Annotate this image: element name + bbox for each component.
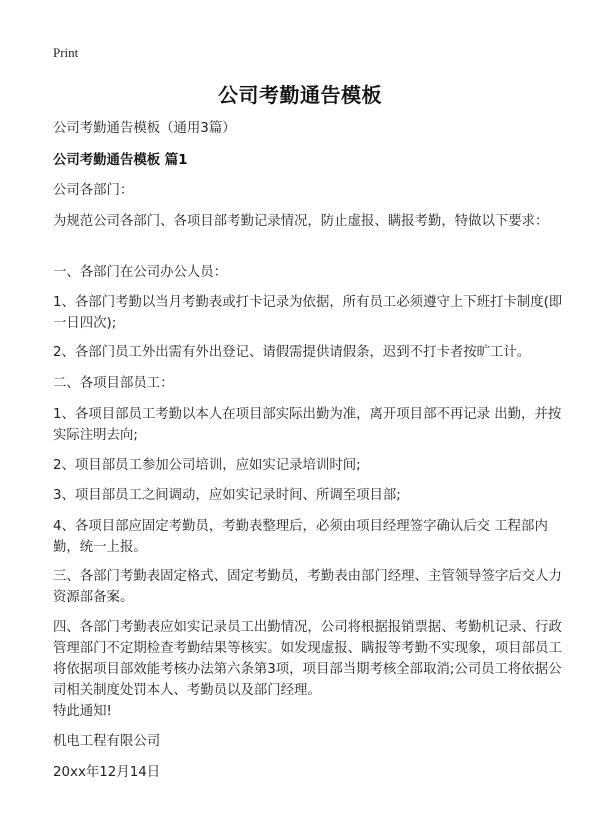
section-heading: 公司考勤通告模板 篇1 xyxy=(53,153,188,168)
greeting: 公司各部门： xyxy=(53,183,134,198)
part1-item-2: 2、各部门员工外出需有外出登记、请假需提供请假条，迟到不打卡者按旷工计。 xyxy=(53,345,531,360)
document-date: 20xx年12月14日 xyxy=(53,765,161,780)
intro-paragraph: 为规范公司各部门、各项目部考勤记录情况，防止虚报、瞒报考勤，特做以下要求： xyxy=(53,214,549,229)
part4-paragraph: 四、各部门考勤表应如实记录员工出勤情况，公司将根据报销票据、考勤机记录、行政管理部门不定期检查考勤结果等核实。如发现虚报、瞒报等考勤不实现象，项目部员工将依据项目部效能考核办法第六条第3项，项目部当期考核全部取消;公司员工将依据公司相关制度处罚本人、考勤员以及部门经理。 xyxy=(53,620,562,698)
closing-notice: 特此通知! xyxy=(53,704,112,719)
part1-heading: 一、各部门在公司办公人员： xyxy=(53,265,228,280)
part2-item-3: 3、项目部员工之间调动，应如实记录时间、所调至项目部; xyxy=(53,488,401,503)
part3-paragraph: 三、各部门考勤表固定格式、固定考勤员，考勤表由部门经理、主管领导签字后交人力资源部备案。 xyxy=(53,569,562,605)
document-subtitle: 公司考勤通告模板（通用3篇） xyxy=(53,121,236,136)
part2-item-2: 2、项目部员工参加公司培训，应如实记录培训时间; xyxy=(53,458,361,473)
document-title: 公司考勤通告模板 xyxy=(218,83,382,107)
print-link[interactable]: Print xyxy=(53,45,79,60)
part2-item-4: 4、各项目部应固定考勤员，考勤表整理后，必须由项目经理签字确认后交 工程部内勤，统一上报。 xyxy=(53,519,548,555)
part2-item-1: 1、各项目部员工考勤以本人在项目部实际出勤为准，离开项目部不再记录 出勤，并按实际注明去向; xyxy=(53,407,562,443)
part1-item-1: 1、各部门考勤以当月考勤表或打卡记录为依据，所有员工必须遵守上下班打卡制度(即一日四次); xyxy=(53,295,563,331)
company-signature: 机电工程有限公司 xyxy=(53,734,161,749)
part2-heading: 二、各项目部员工： xyxy=(53,376,174,391)
